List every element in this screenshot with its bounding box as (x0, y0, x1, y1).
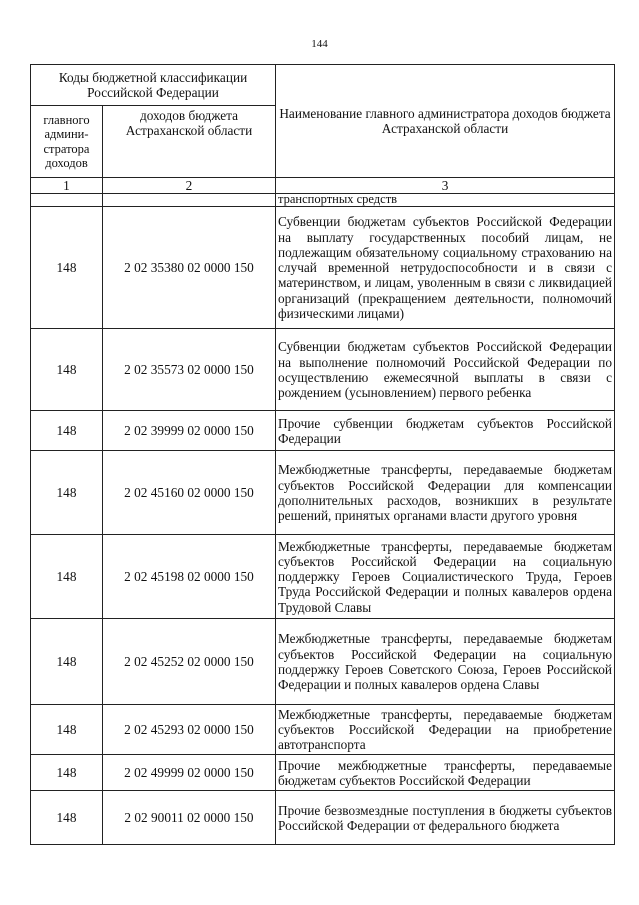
income-name-cell: Межбюджетные трансферты, передаваемые бюджетам субъектов Российской Федерации на приобретение автотранспорта (276, 705, 615, 755)
column-number-1: 1 (31, 178, 103, 194)
admin-code-cell: 148 (31, 411, 103, 451)
income-code-cell: 2 02 49999 02 0000 150 (103, 755, 276, 791)
income-code-cell: 2 02 39999 02 0000 150 (103, 411, 276, 451)
name-column-header: Наименование главного администратора доходов бюджета Астраханской области (276, 65, 615, 178)
income-code-cell: 2 02 45160 02 0000 150 (103, 451, 276, 535)
income-name-cell: Прочие безвозмездные поступления в бюджеты субъектов Российской Федерации от федерального бюджета (276, 791, 615, 845)
income-code-cell: 2 02 35380 02 0000 150 (103, 207, 276, 329)
admin-code-cell: 148 (31, 705, 103, 755)
admin-code-cell: 148 (31, 451, 103, 535)
column-number-3: 3 (276, 178, 615, 194)
continuation-admin-cell (31, 194, 103, 207)
admin-column-header: главного админи-стратора доходов (31, 106, 103, 178)
codes-group-header: Коды бюджетной классификации Российской Федерации (31, 65, 276, 106)
income-column-header: доходов бюджета Астраханской области (103, 106, 276, 178)
column-number-2: 2 (103, 178, 276, 194)
admin-code-cell: 148 (31, 207, 103, 329)
income-name-cell: Субвенции бюджетам субъектов Российской Федерации на выполнение полномочий Российской Федерации по осуществлению ежемесячной выплаты в связи с рождением (усыновлением) первого ребенка (276, 329, 615, 411)
table-row (31, 207, 615, 329)
income-code-cell: 2 02 45293 02 0000 150 (103, 705, 276, 755)
table-row (31, 411, 615, 451)
income-code-cell: 2 02 90011 02 0000 150 (103, 791, 276, 845)
table-row (31, 755, 615, 791)
admin-code-cell: 148 (31, 791, 103, 845)
table-row (31, 619, 615, 705)
table-row (31, 451, 615, 535)
income-name-cell: Прочие субвенции бюджетам субъектов Российской Федерации (276, 411, 615, 451)
admin-code-cell: 148 (31, 619, 103, 705)
table-row (31, 705, 615, 755)
admin-code-cell: 148 (31, 755, 103, 791)
income-code-cell: 2 02 45198 02 0000 150 (103, 535, 276, 619)
table-row (31, 791, 615, 845)
income-name-cell: Прочие межбюджетные трансферты, передаваемые бюджетам субъектов Российской Федерации (276, 755, 615, 791)
income-name-cell: Межбюджетные трансферты, передаваемые бюджетам субъектов Российской Федерации для компенсации дополнительных расходов, возникших в результате решений, принятых органами власти другого уровня (276, 451, 615, 535)
table-row (31, 535, 615, 619)
admin-code-cell: 148 (31, 329, 103, 411)
income-code-cell: 2 02 35573 02 0000 150 (103, 329, 276, 411)
income-name-cell: Субвенции бюджетам субъектов Российской Федерации на выплату государственных пособий лицам, не подлежащим обязательному социальному страхованию на случай временной нетрудоспособности и в связи с материнством, и лицам, уволенным в связи с ликвидацией организаций (прекращением деятельности, полномочий физическими лицами) (276, 207, 615, 329)
admin-code-cell: 148 (31, 535, 103, 619)
budget-classification-table (30, 64, 615, 845)
income-name-cell: Межбюджетные трансферты, передаваемые бюджетам субъектов Российской Федерации на социальную поддержку Героев Социалистического Труда, Героев Труда Российской Федерации и полных кавалеров ордена Трудовой Славы (276, 535, 615, 619)
continuation-text: транспортных средств (276, 194, 615, 207)
income-name-cell: Межбюджетные трансферты, передаваемые бюджетам субъектов Российской Федерации на социальную поддержку Героев Советского Союза, Героев Российской Федерации и полных кавалеров ордена Славы (276, 619, 615, 705)
page-number: 144 (311, 38, 328, 50)
continuation-code-cell (103, 194, 276, 207)
table-row (31, 329, 615, 411)
income-code-cell: 2 02 45252 02 0000 150 (103, 619, 276, 705)
